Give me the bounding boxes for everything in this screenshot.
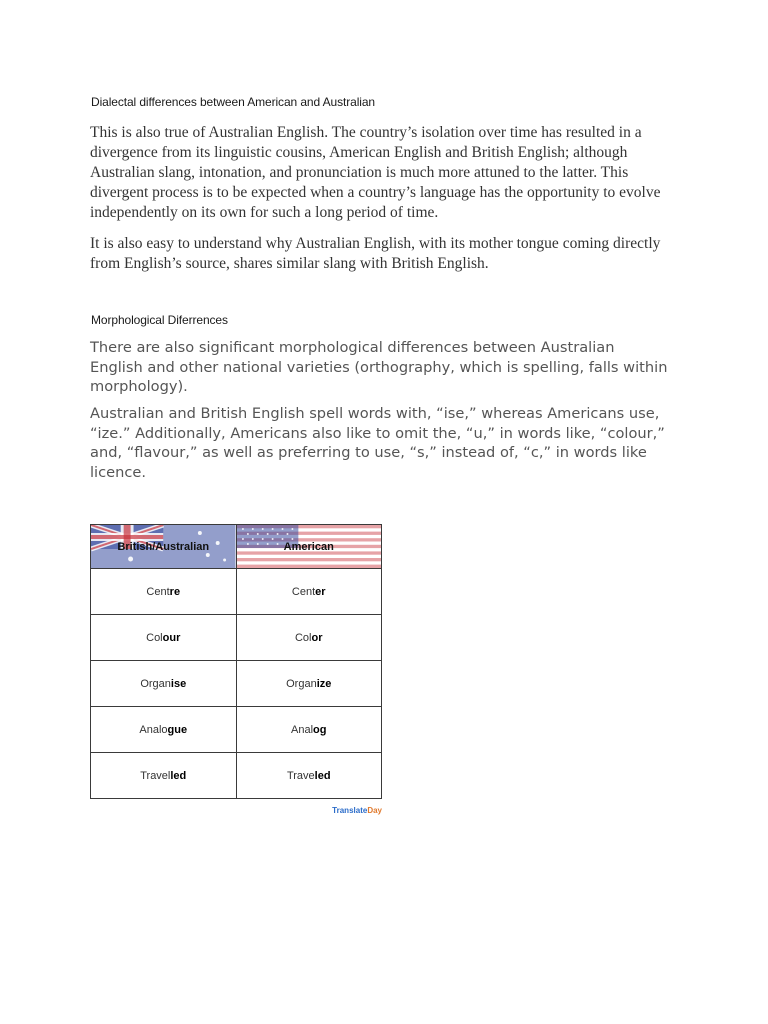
cell-american: Organize: [236, 661, 382, 707]
table-row: [91, 661, 382, 707]
table-header-row: [91, 525, 382, 569]
cell-british: Centre: [91, 569, 237, 615]
header-label-american: American: [283, 540, 334, 553]
table-row: [91, 569, 382, 615]
paragraph-spelling: Australian and British English spell words with, “ise,” whereas Americans use, “ize.” Additionally, Americans also like to omit the, “u,” in words like, “colour,” and, “flavour,” as well as preferring to use, “s,” instead of, “c,” in words like licence.: [90, 405, 665, 481]
cell-american: Analog: [236, 707, 382, 753]
cell-american: Center: [236, 569, 382, 615]
translateday-logo: TranslateDay: [332, 806, 382, 815]
paragraph-morphology: There are also significant morphological differences between Australian English and other national varieties (orthography, which is spelling, falls within morphology).: [90, 339, 668, 395]
header-british-australian: [91, 525, 237, 569]
cell-american: Traveled: [236, 753, 382, 799]
cell-british: Analogue: [91, 707, 237, 753]
table-row: [91, 753, 382, 799]
spelling-comparison-figure: [90, 524, 383, 818]
cell-british: Colour: [91, 615, 237, 661]
section-heading-dialectal: Dialectal differences between American and Australian: [91, 95, 375, 109]
spelling-comparison-table: [90, 524, 382, 799]
table-row: [91, 615, 382, 661]
header-american: [236, 525, 382, 569]
cell-american: Color: [236, 615, 382, 661]
header-label-british: British/Australian: [117, 540, 210, 553]
paragraph-slang: It is also easy to understand why Australian English, with its mother tongue coming directly from English’s source, shares similar slang with British English.: [90, 235, 661, 272]
paragraph-isolation: This is also true of Australian English. The country’s isolation over time has resulted in a divergence from its linguistic cousins, American English and British English; although Australian slang, intonation, and pronunciation is much more attuned to the latter. This divergent process is to be expected when a country’s language has the opportunity to evolve independently on its own for such a long period of time.: [90, 124, 661, 221]
cell-british: Organise: [91, 661, 237, 707]
section-heading-morphological: Morphological Diferrences: [91, 313, 228, 327]
cell-british: Travelled: [91, 753, 237, 799]
table-row: [91, 707, 382, 753]
